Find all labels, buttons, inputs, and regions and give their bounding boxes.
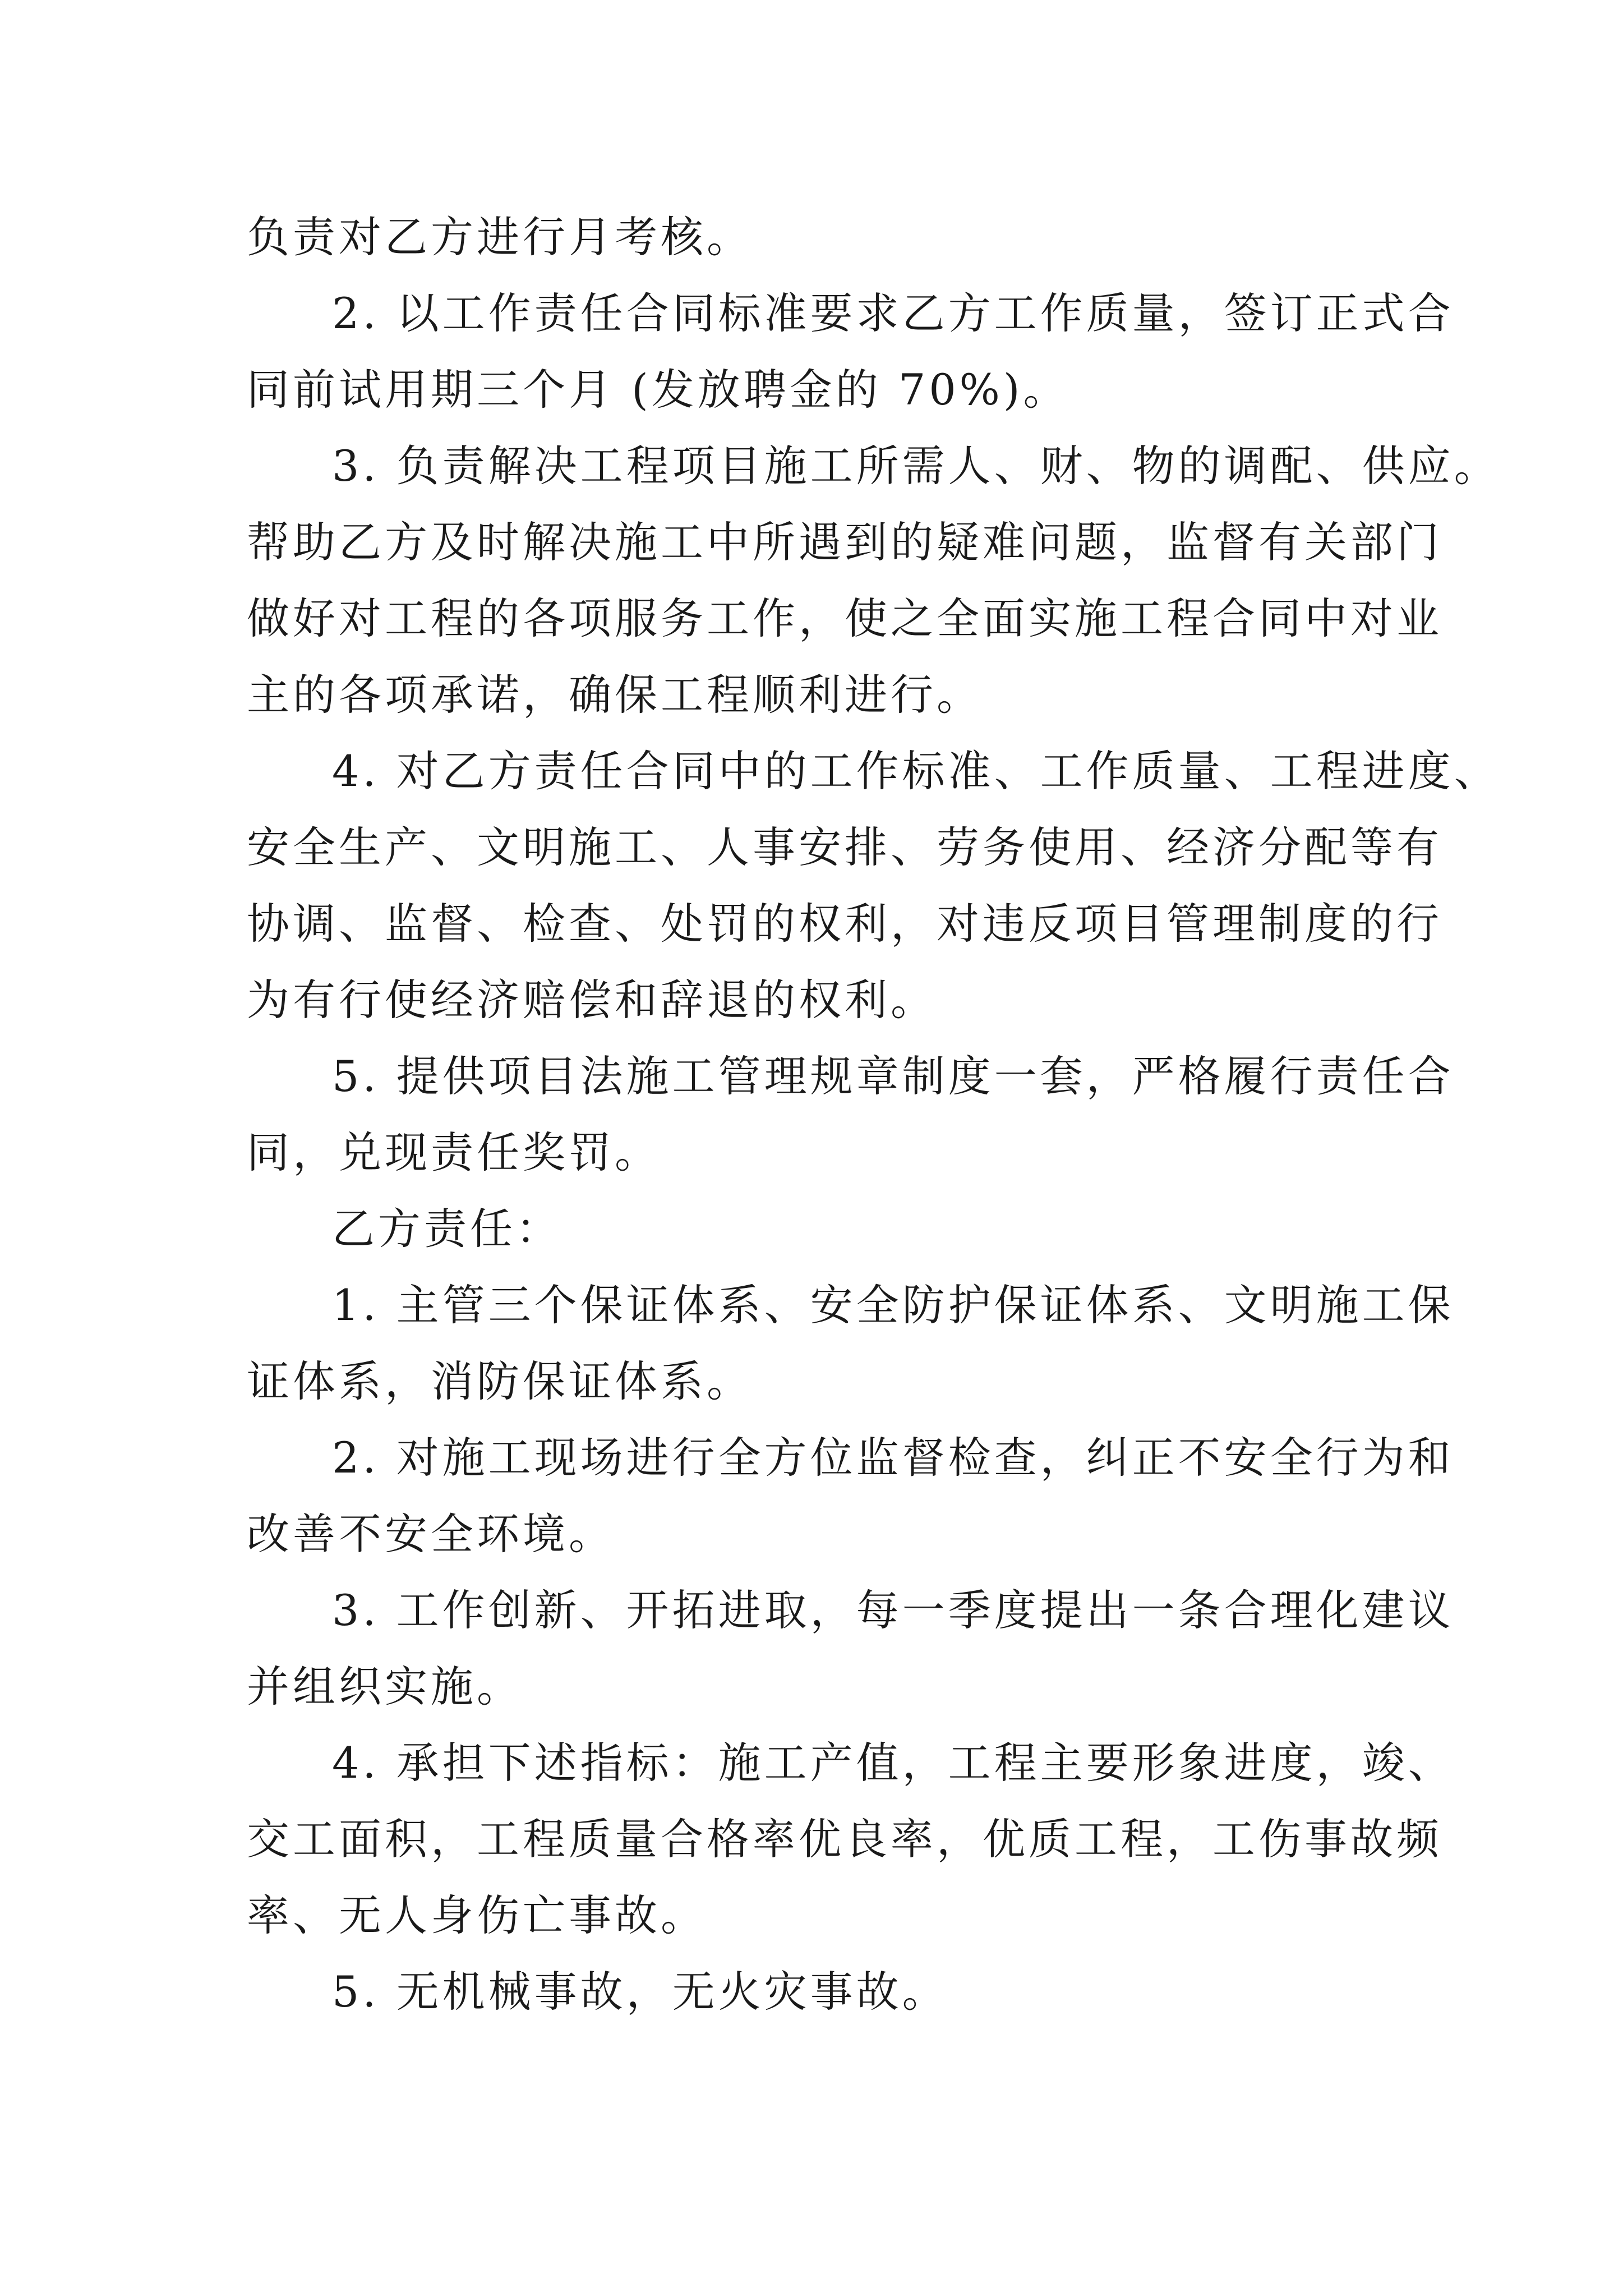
text-line: 证体系，消防保证体系。 (247, 1356, 753, 1406)
text-line: 协调、监督、检查、处罚的权利，对违反项目管理制度的行 (247, 899, 1442, 949)
text-line: 帮助乙方及时解决施工中所遇到的疑难问题，监督有关部门 (247, 517, 1442, 567)
text-line: 3. 负责解决工程项目施工所需人、财、物的调配、供应。 (332, 441, 1500, 491)
text-line: 交工面积，工程质量合格率优良率，优质工程，工伤事故频 (247, 1814, 1442, 1864)
text-line: 5. 无机械事故，无火灾事故。 (332, 1967, 948, 2017)
text-line: 主的各项承诺，确保工程顺利进行。 (247, 670, 983, 720)
text-line: 5. 提供项目法施工管理规章制度一套，严格履行责任合 (332, 1051, 1454, 1101)
text-line: 安全生产、文明施工、人事安排、劳务使用、经济分配等有 (247, 822, 1442, 872)
text-line: 4. 承担下述指标：施工产值，工程主要形象进度，竣、 (332, 1738, 1454, 1788)
text-line: 1. 主管三个保证体系、安全防护保证体系、文明施工保 (332, 1280, 1454, 1330)
text-line: 同前试用期三个月 (发放聘金的 70%)。 (247, 365, 1069, 415)
text-line: 负责对乙方进行月考核。 (247, 212, 753, 262)
text-line: 为有行使经济赔偿和辞退的权利。 (247, 975, 937, 1025)
document-body (247, 199, 1500, 2030)
text-line: 3. 工作创新、开拓进取，每一季度提出一条合理化建议 (332, 1585, 1454, 1635)
text-line: 同，兑现责任奖罚。 (247, 1128, 661, 1177)
text-line: 并组织实施。 (247, 1662, 523, 1711)
text-line: 做好对工程的各项服务工作，使之全面实施工程合同中对业 (247, 593, 1442, 643)
text-line: 率、无人身伤亡事故。 (247, 1890, 707, 1940)
text-line: 2. 对施工现场进行全方位监督检查，纠正不安全行为和 (332, 1433, 1454, 1483)
section-heading: 乙方责任： (332, 1204, 562, 1254)
text-line: 改善不安全环境。 (247, 1509, 615, 1559)
text-line: 2. 以工作责任合同标准要求乙方工作质量，签订正式合 (332, 288, 1454, 338)
text-line: 4. 对乙方责任合同中的工作标准、工作质量、工程进度、 (332, 746, 1500, 796)
